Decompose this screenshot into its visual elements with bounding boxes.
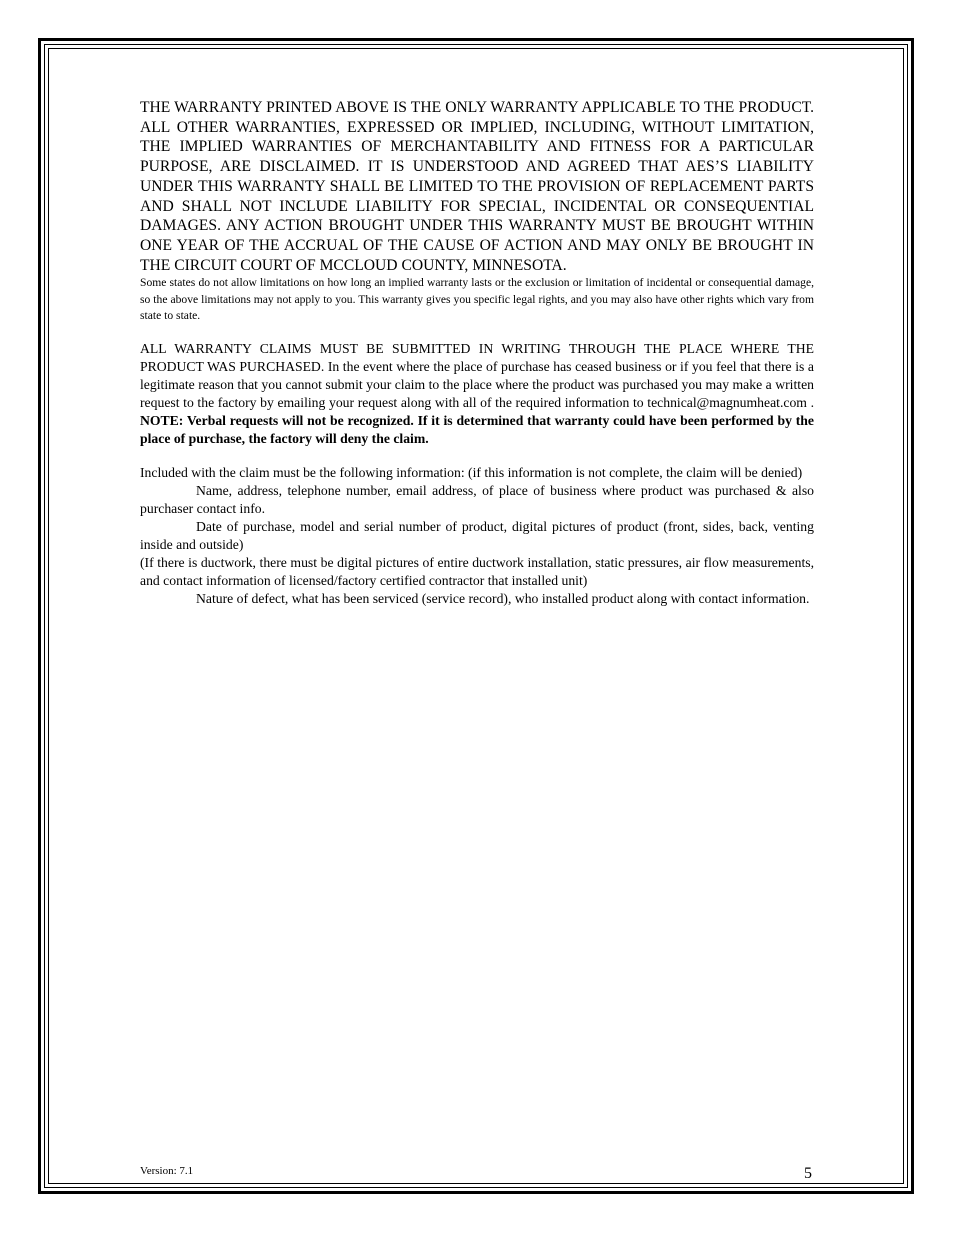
verbal-requests-note: NOTE: Verbal requests will not be recognized. If it is determined that warranty could have been performed by the place of purchase, the factory will deny the claim. — [140, 413, 814, 447]
required-info-item: Nature of defect, what has been serviced (service record), who installed product along with contact information. — [196, 591, 810, 607]
claims-lead-text: ALL WARRANTY CLAIMS MUST BE SUBMITTED IN WRITING THROUGH THE PLACE WHERE THE PRODUCT WAS PURCHASED. In the event where the place of purchase has ceased business or if you feel that there is a legitimate reason that you cannot submit your claim to the place where the product was purchased you may make a written request to the factory by emailing your request along with all of the required information to — [140, 341, 814, 411]
required-info-section — [140, 464, 814, 608]
warranty-disclaimer-text: THE WARRANTY PRINTED ABOVE IS THE ONLY WARRANTY APPLICABLE TO THE PRODUCT. ALL OTHER WARRANTIES, EXPRESSED OR IMPLIED, INCLUDING, WITHOUT LIMITATION, THE IMPLIED WARRANTIES OF MERCHANTABILITY AND FITNESS FOR A PARTICULAR PURPOSE, ARE DISCLAIMED. IT IS UNDERSTOOD AND AGREED THAT AES’S LIABILITY UNDER THIS WARRANTY SHALL BE LIMITED TO THE PROVISION OF REPLACEMENT PARTS AND SHALL NOT INCLUDE LIABILITY FOR SPECIAL, INCIDENTAL OR CONSEQUENTIAL DAMAGES. ANY ACTION BROUGHT UNDER THIS WARRANTY MUST BE BROUGHT WITHIN ONE YEAR OF THE ACCRUAL OF THE CAUSE OF ACTION AND MAY ONLY BE BROUGHT IN THE CIRCUIT COURT OF MCCLOUD COUNTY, MINNESOTA. — [140, 99, 814, 274]
support-email: technical@magnumheat.com — [647, 395, 807, 411]
required-info-intro: Included with the claim must be the following information: (if this information is not complete, the claim will be denied) — [140, 465, 803, 481]
claims-after-email: . — [806, 395, 814, 411]
state-limitations-note: Some states do not allow limitations on how long an implied warranty lasts or the exclusion or limitation of incidental or consequential damage, so the above limitations may not apply to you. This warranty gives you specific legal rights, and you may also have other rights which vary from state to state. — [140, 276, 814, 322]
claims-paragraph — [140, 340, 814, 448]
page-number: 5 — [804, 1165, 812, 1182]
required-info-item: Date of purchase, model and serial number of product, digital pictures of product (front, sides, back, venting inside and outside) — [140, 519, 814, 553]
page-content — [140, 98, 814, 624]
required-info-item: (If there is ductwork, there must be digital pictures of entire ductwork installation, static pressures, air flow measurements, and contact information of licensed/factory certified contractor that installed unit) — [140, 555, 814, 589]
required-info-item: Name, address, telephone number, email address, of place of business where product was purchased & also purchaser contact info. — [140, 483, 814, 517]
document-version: Version: 7.1 — [140, 1165, 194, 1177]
